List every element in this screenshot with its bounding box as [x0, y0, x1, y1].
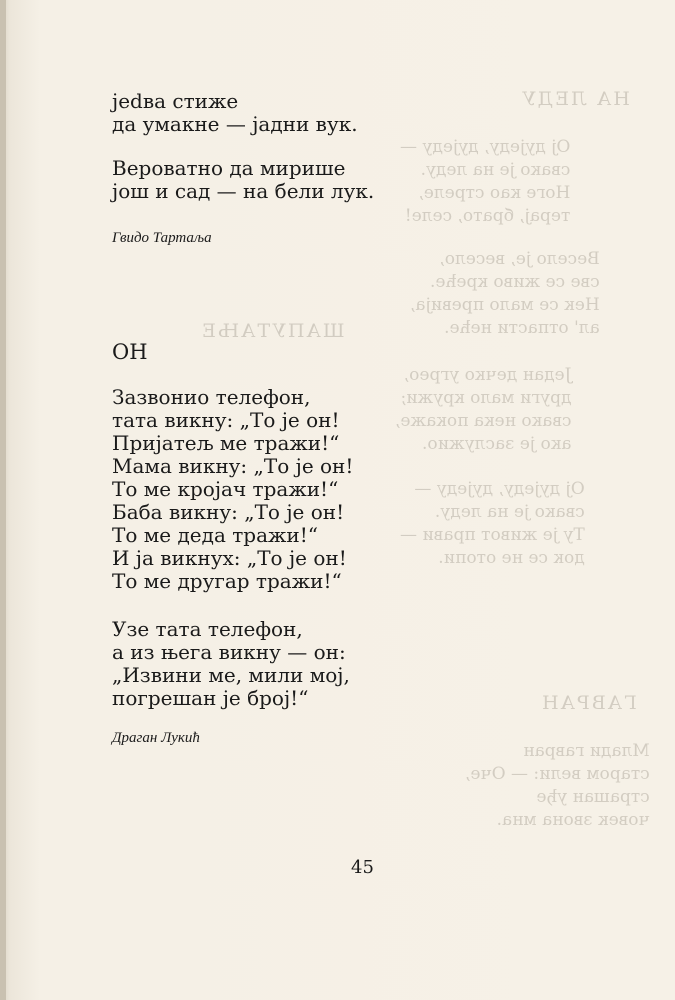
poem-line: јedва стиже — [112, 89, 239, 113]
poem-line: погрешан је број!“ — [112, 686, 309, 710]
bleed-through-text: Ој дуједу, дуједу — свако је на леду. Ту је живот прави — док се не отопи. — [400, 479, 585, 568]
poem-line: То ме деда тражи!“ — [112, 523, 319, 547]
poem-line: да умакне — јадни вук. — [112, 112, 358, 136]
bleed-through-title: НА ЛЕДУ — [520, 88, 630, 110]
poem-author: Драган Лукић — [112, 730, 200, 746]
poem-line: а из њега викну — он: — [112, 640, 346, 664]
binding-edge — [0, 0, 6, 1000]
poem-line: „Извини ме, мили мој, — [112, 663, 350, 687]
bleed-through-text: Ој дуједу, дуједу — свако је на леду. Ноге као стреле, терај, брато, селе! — [400, 137, 571, 226]
poem-line: Мама викну: „То је он! — [112, 454, 354, 478]
page-number: 45 — [351, 857, 374, 878]
poem-stanza — [112, 90, 358, 136]
poem-line: То ме другар тражи!“ — [112, 569, 342, 593]
poem-line: још и сад — на бели лук. — [112, 179, 375, 203]
poem-line: Баба викну: „То је он! — [112, 500, 345, 524]
poem-line: То ме кројач тражи!“ — [112, 477, 339, 501]
poem-stanza — [112, 386, 353, 593]
poem-stanza — [112, 618, 350, 710]
poem-title: ОН — [112, 340, 148, 364]
poem-line: И ја викнух: „То је он! — [112, 546, 347, 570]
poem-line: тата викну: „То је он! — [112, 408, 340, 432]
poem-author: Гвидо Тартаља — [112, 230, 212, 246]
poem-line: Пријатељ ме тражи!“ — [112, 431, 340, 455]
poem-line: Зазвонио телефон, — [112, 385, 311, 409]
poem-stanza — [112, 157, 374, 203]
bleed-through-text: Млади гавран старом вели: — Оче, страшан уђе човек звона мна. — [465, 741, 650, 830]
poem-line: Вероватно да мирише — [112, 156, 346, 180]
bleed-through-title: ГАВРАН — [540, 692, 637, 714]
bleed-through-title: ШАПУТАЊЕ — [200, 320, 345, 342]
bleed-through-text: Весело је, весело, све се живо креће. Нек се мало превија, ал' отпасти неће. — [410, 249, 600, 338]
bleed-through-text: Један дечко угрео, други мало кружи; свако нека покаже, ако је заслужио. — [395, 365, 572, 454]
poem-line: Узе тата телефон, — [112, 617, 303, 641]
